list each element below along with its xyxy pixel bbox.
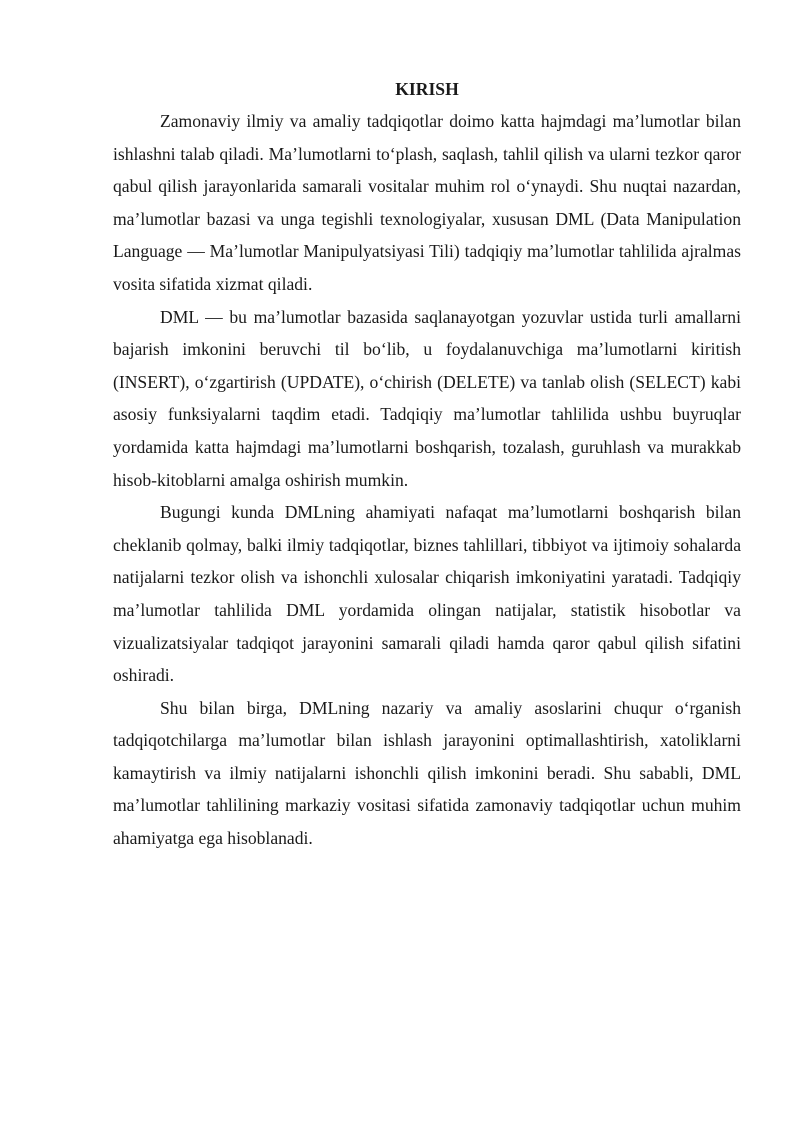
section-heading: KIRISH [395,79,459,99]
document-body [113,74,741,855]
paragraph-4: Shu bilan birga, DMLning nazariy va amaliy asoslarini chuqur o‘rganish tadqiqotchilarga ma’lumotlar bilan ishlash jarayonini optimallashtirish, xatoliklarni kamaytirish va ilmiy natijalarni ishonchli qilish imkonini beradi. Shu sababli, DML ma’lumotlar tahlilining markaziy vositasi sifatida zamonaviy tadqiqotlar uchun muhim ahamiyatga ega hisoblanadi. [113,697,741,849]
paragraph-1: Zamonaviy ilmiy va amaliy tadqiqotlar doimo katta hajmdagi ma’lumotlar bilan ishlashni talab qiladi. Ma’lumotlarni to‘plash, saqlash, tahlil qilish va ularni tezkor qaror qabul qilish jarayonlarida samarali vositalar muhim rol o‘ynaydi. Shu nuqtai nazardan, ma’lumotlar bazasi va unga tegishli texnologiyalar, xususan DML (Data Manipulation Language — Ma’lumotlar Manipulyatsiyasi Tili) tadqiqiy ma’lumotlar tahlilida ajralmas vosita sifatida xizmat qiladi. [113,111,741,294]
paragraph-2: DML — bu ma’lumotlar bazasida saqlanayotgan yozuvlar ustida turli amallarni bajarish imkonini beruvchi til bo‘lib, u foydalanuvchiga ma’lumotlarni kiritish (INSERT), o‘zgartirish (UPDATE), o‘chirish (DELETE) va tanlab olish (SELECT) kabi asosiy funksiyalarni taqdim etadi. Tadqiqiy ma’lumotlar tahlilida ushbu buyruqlar yordamida katta hajmdagi ma’lumotlarni boshqarish, tozalash, guruhlash va murakkab hisob-kitoblarni amalga oshirish mumkin. [113,306,741,490]
paragraph-3: Bugungi kunda DMLning ahamiyati nafaqat ma’lumotlarni boshqarish bilan cheklanib qolmay, balki ilmiy tadqiqotlar, biznes tahlillari, tibbiyot va ijtimoiy sohalarda natijalarni tezkor olish va ishonchli xulosalar chiqarish imkoniyatini yaratadi. Tadqiqiy ma’lumotlar tahlilida DML yordamida olingan natijalar, statistik hisobotlar va vizualizatsiyalar tadqiqot jarayonini samarali qiladi hamda qaror qabul qilish sifatini oshiradi. [113,502,741,686]
